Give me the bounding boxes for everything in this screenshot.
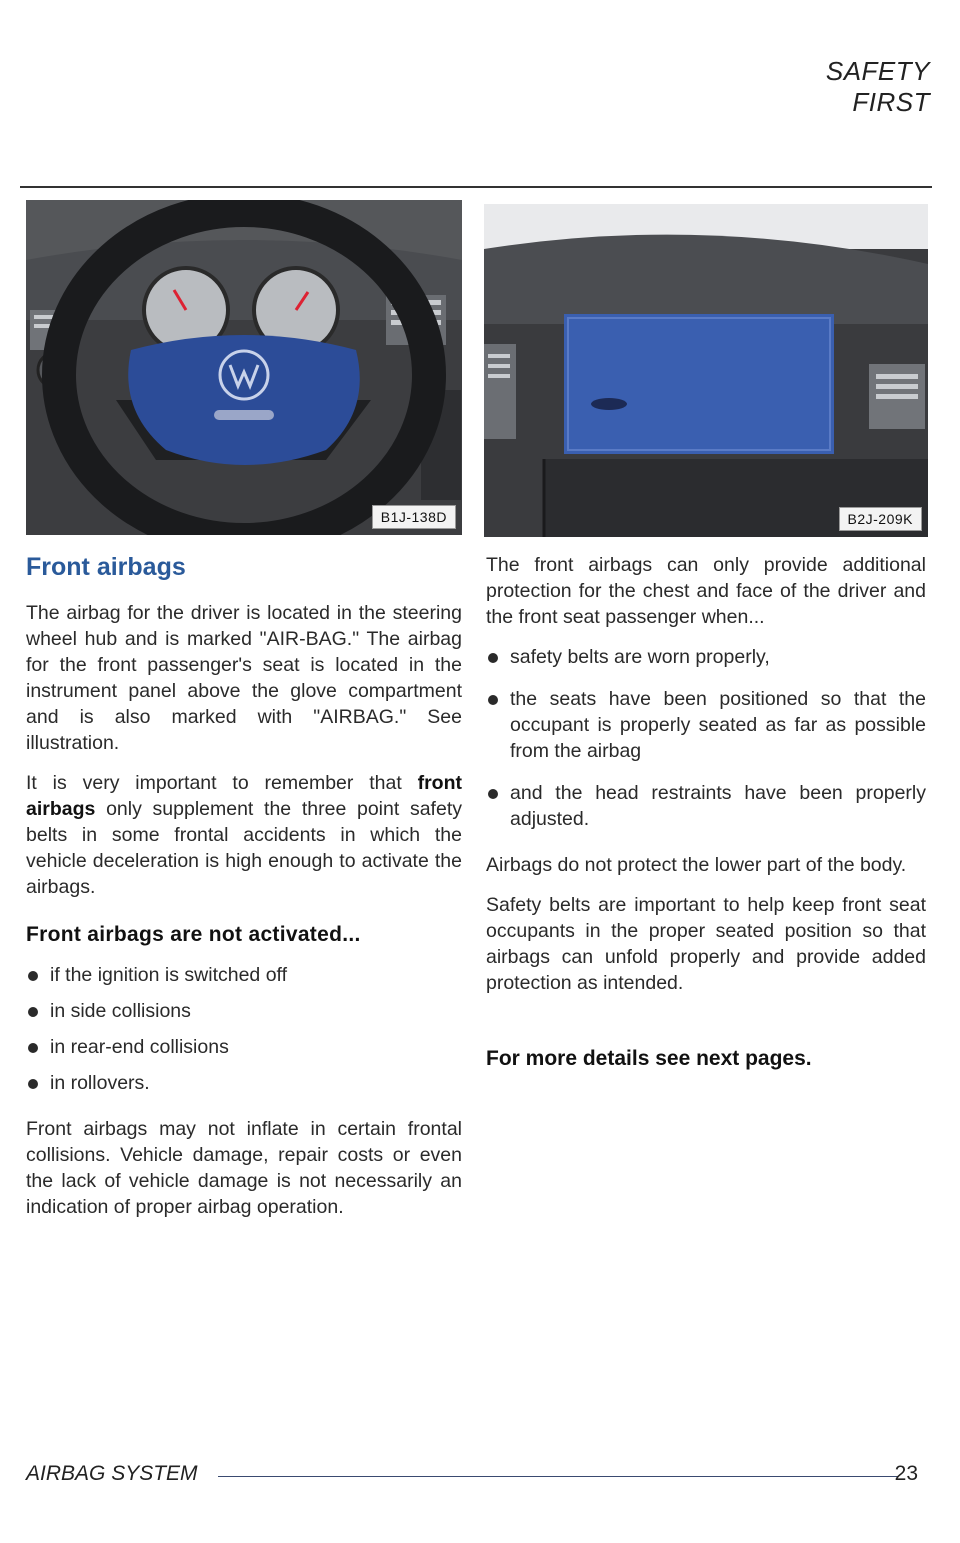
steering-wheel-illustration	[26, 200, 462, 535]
footer-rule	[218, 1476, 898, 1477]
page-footer	[26, 1460, 930, 1500]
page-number: 23	[894, 1462, 918, 1485]
header-rule	[20, 186, 932, 188]
passenger-airbag-photo	[484, 204, 928, 537]
left-column	[26, 552, 462, 1234]
subheading: Front airbags are not activated...	[26, 923, 361, 946]
section-heading: Front airbags	[26, 553, 186, 581]
paragraph: Safety belts are important to help keep front seat occupants in the proper seated position so that airbags can unfold properly and provide added protection as intended.	[486, 894, 926, 994]
paragraph: The front airbags can only provide additional protection for the chest and face of the driver and the front seat passenger when...	[486, 554, 926, 628]
list-item: and the head restraints have been properly adjusted.	[486, 780, 926, 832]
list-item: in rear-end collisions	[26, 1034, 462, 1060]
photo-code: B2J-209K	[839, 507, 922, 531]
paragraph: Airbags do not protect the lower part of the body.	[486, 854, 907, 876]
list-item: if the ignition is switched off	[26, 962, 462, 988]
steering-wheel-airbag-photo	[26, 200, 462, 535]
emphasis-text: front airbags	[26, 772, 462, 820]
paragraph: Front airbags may not inflate in certain frontal collisions. Vehicle damage, repair costs or even the lack of vehicle damage is not necessarily an indication of proper airbag operation.	[26, 1118, 462, 1218]
photo-code: B1J-138D	[372, 505, 456, 529]
bullet-list	[26, 962, 462, 1096]
list-item: in side collisions	[26, 998, 462, 1024]
paragraph: The airbag for the driver is located in the steering wheel hub and is marked "AIR-BAG." The airbag for the front passenger's seat is located in the instrument panel above the glove compartment and is also marked with "AIRBAG." See illustration.	[26, 602, 462, 754]
paragraph	[26, 770, 462, 900]
running-header: SAFETY FIRST	[825, 56, 930, 117]
right-column	[486, 552, 926, 1072]
paragraph-text: It is very important to remember that	[26, 772, 418, 794]
bullet-list	[486, 644, 926, 832]
paragraph-text: only supplement the three point safety belts in some frontal accidents in which the vehicle deceleration is high enough to activate the airbags.	[26, 798, 462, 898]
footer-section: AIRBAG SYSTEM	[26, 1462, 198, 1485]
dashboard-illustration	[484, 204, 928, 537]
more-details-note: For more details see next pages.	[486, 1047, 812, 1070]
list-item: the seats have been positioned so that the occupant is properly seated as far as possible from the airbag	[486, 686, 926, 764]
list-item: in rollovers.	[26, 1070, 462, 1096]
list-item: safety belts are worn properly,	[486, 644, 926, 670]
